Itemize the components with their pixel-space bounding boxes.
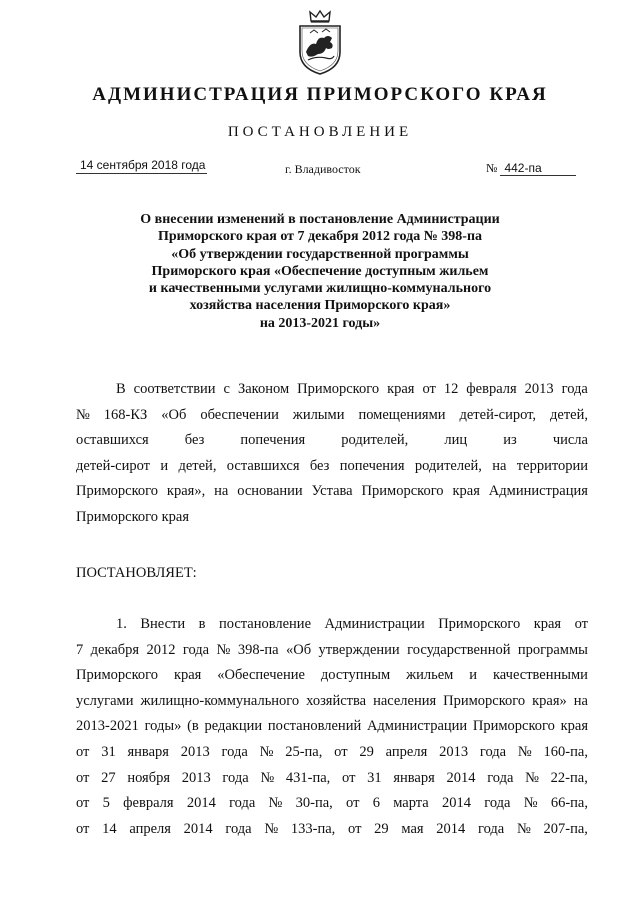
word: от: [76, 795, 90, 812]
word: от: [76, 743, 90, 760]
word: оставшихся: [226, 457, 300, 474]
word: 2013-2021: [76, 718, 139, 735]
document-city: г. Владивосток: [285, 162, 361, 176]
paragraph-line: [76, 642, 588, 668]
word: 29: [359, 743, 374, 760]
word: марта: [393, 795, 429, 812]
word: 1.: [116, 616, 127, 632]
word: 2012: [146, 641, 176, 658]
word: года: [561, 381, 588, 397]
word: попечения: [240, 432, 306, 449]
word: услугами: [76, 692, 134, 709]
document-type: ПОСТАНОВЛЕНИЕ: [227, 124, 413, 140]
word: года: [478, 820, 505, 837]
word: и: [160, 457, 169, 474]
word: населения: [373, 692, 437, 709]
word: года: [479, 743, 507, 760]
word: 22-па,: [550, 769, 588, 786]
word: В: [116, 381, 126, 397]
word: Администрация: [488, 483, 588, 500]
paragraph-line: [76, 616, 588, 642]
paragraph-line: [76, 407, 588, 433]
word: качественными: [492, 667, 588, 684]
word: края: [560, 718, 588, 735]
word: Приморского: [297, 381, 380, 397]
word: 133-па,: [290, 820, 336, 837]
word: апреля: [385, 743, 428, 760]
word: без: [184, 432, 205, 449]
word: Администрации: [366, 718, 468, 735]
word: декабря: [90, 641, 140, 658]
word: края»: [532, 692, 567, 709]
word: №: [260, 769, 275, 786]
word: края: [387, 381, 415, 397]
word: 2013: [180, 743, 210, 760]
word: из: [503, 432, 517, 449]
word: года: [229, 795, 256, 812]
word: на: [492, 457, 507, 474]
document-number: [486, 161, 576, 176]
word: основании: [237, 483, 303, 500]
word: года: [221, 743, 248, 760]
preamble-paragraph: [76, 381, 588, 535]
document-date: 14 сентября 2018 года: [76, 158, 207, 174]
title-line: на 2013-2021 годы»: [259, 315, 381, 331]
word: от: [76, 820, 90, 837]
resolves-label: ПОСТАНОВЛЯЕТ:: [76, 565, 197, 581]
word: края»,: [166, 483, 206, 500]
word: 2014: [186, 795, 216, 812]
paragraph-line: [76, 667, 588, 693]
word: 2014: [441, 795, 471, 812]
word: года: [484, 795, 511, 812]
word: края: [173, 667, 202, 684]
word: №: [268, 795, 283, 812]
word: 2014: [183, 820, 213, 837]
word: Приморского: [438, 616, 521, 632]
word: с: [223, 381, 230, 397]
word: на: [573, 692, 588, 709]
word: 29: [374, 820, 389, 837]
paragraph-line: [76, 821, 588, 847]
word: от: [422, 381, 436, 397]
word: родителей,: [414, 457, 482, 474]
word: 66-па,: [550, 795, 588, 812]
word: 7: [76, 641, 84, 658]
word: 168-КЗ: [103, 406, 148, 423]
word: на: [214, 483, 229, 500]
word: 431-па,: [285, 769, 331, 786]
line-text: Приморского края: [76, 508, 190, 525]
word: Приморского: [472, 718, 555, 735]
word: 2013: [439, 743, 469, 760]
word: годы»: [144, 718, 182, 735]
word: года: [487, 769, 514, 786]
word: доступным: [320, 667, 391, 684]
word: помещениями: [358, 406, 446, 423]
title-line: хозяйства населения Приморского края»: [189, 298, 451, 314]
title-line: О внесении изменений в постановление Администрации: [140, 212, 500, 227]
word: №: [517, 743, 532, 760]
word: (в: [187, 718, 199, 735]
word: Устава: [311, 483, 353, 500]
word: жильем: [406, 667, 454, 684]
title-line: Приморского края от 7 декабря 2012 года № 398-па: [157, 229, 483, 245]
word: 207-па,: [543, 820, 588, 837]
word: апреля: [129, 820, 171, 837]
word: №: [525, 769, 539, 786]
word: лиц: [444, 432, 468, 449]
word: года: [182, 641, 210, 658]
word: Законом: [237, 381, 290, 397]
word: обеспечении: [200, 406, 279, 423]
word: мая: [401, 820, 424, 837]
word: 5: [102, 795, 110, 812]
word: в: [198, 616, 206, 632]
word: детей-сирот,: [459, 406, 537, 423]
title-line: Приморского края «Обеспечение доступным жильем: [151, 263, 489, 279]
word: попечения: [339, 457, 405, 474]
paragraph-line: [76, 744, 588, 770]
word: и: [469, 667, 478, 684]
word: государственной: [407, 641, 511, 658]
word: 398-па: [237, 641, 279, 658]
title-line: и качественными услугами жилищно-коммунального: [148, 281, 492, 297]
word: детей,: [178, 457, 217, 474]
word: ноября: [127, 769, 171, 786]
document-title: [100, 211, 540, 332]
word: от: [76, 769, 90, 786]
organization-name: АДМИНИСТРАЦИЯ ПРИМОРСКОГО КРАЯ: [92, 84, 548, 105]
coat-of-arms-emblem: [296, 8, 344, 76]
word: 2014: [446, 769, 476, 786]
word: родителей,: [341, 432, 409, 449]
word: 2014: [436, 820, 466, 837]
word: числа: [552, 432, 588, 449]
word: «Обеспечение: [217, 667, 305, 684]
word: оставшихся: [76, 432, 149, 449]
word: территории: [516, 457, 588, 474]
word: 2013: [524, 381, 554, 397]
paragraph-line: [76, 718, 588, 744]
word: 14: [102, 820, 117, 837]
item-1-paragraph: [76, 616, 588, 846]
word: постановлений: [267, 718, 362, 735]
word: без: [309, 457, 330, 474]
paragraph-line: [76, 509, 588, 535]
word: от: [342, 769, 356, 786]
word: января: [393, 769, 435, 786]
word: от: [346, 795, 360, 812]
word: жилищно-коммунального: [140, 692, 300, 709]
word: края: [533, 616, 562, 632]
paragraph-line: [76, 458, 588, 484]
word: февраля: [466, 381, 517, 397]
word: хозяйства: [306, 692, 367, 709]
word: программы: [517, 641, 588, 658]
paragraph-line: [76, 770, 588, 796]
paragraph-line: [76, 795, 588, 821]
word: редакции: [204, 718, 263, 735]
word: 160-па,: [543, 743, 588, 760]
number-prefix: №: [486, 161, 498, 175]
paragraph-line: [76, 432, 588, 458]
word: Приморского: [361, 483, 444, 500]
word: от: [334, 743, 348, 760]
word: Внести: [140, 616, 186, 632]
paragraph-line: [76, 693, 588, 719]
word: Администрации: [324, 616, 425, 632]
word: от: [574, 616, 588, 632]
word: Приморского: [76, 667, 158, 684]
word: жилыми: [292, 406, 345, 423]
word: детей,: [550, 406, 588, 423]
word: 31: [367, 769, 382, 786]
word: №: [216, 641, 231, 658]
word: «Об: [161, 406, 187, 423]
word: №: [523, 795, 538, 812]
word: 25-па,: [285, 743, 323, 760]
word: года: [222, 769, 249, 786]
word: Приморского: [443, 692, 526, 709]
word: детей-сирот: [76, 457, 151, 474]
word: 6: [372, 795, 380, 812]
word: постановление: [218, 616, 312, 632]
word: края: [452, 483, 480, 500]
word: года: [225, 820, 252, 837]
number-value: 442-па: [500, 161, 576, 176]
word: 27: [101, 769, 116, 786]
word: января: [127, 743, 169, 760]
word: утверждении: [318, 641, 400, 658]
word: «Об: [286, 641, 312, 658]
word: №: [259, 743, 274, 760]
word: 2013: [181, 769, 211, 786]
word: от: [348, 820, 362, 837]
word: 31: [101, 743, 116, 760]
word: соответствии: [133, 381, 216, 397]
word: №: [516, 820, 531, 837]
word: 30-па,: [295, 795, 333, 812]
paragraph-line: [76, 483, 588, 509]
word: Приморского: [76, 483, 158, 500]
paragraph-line: [76, 381, 588, 407]
word: февраля: [123, 795, 174, 812]
title-line: «Об утверждении государственной программы: [171, 246, 469, 262]
word: 12: [443, 381, 459, 397]
word: №: [264, 820, 279, 837]
word: №: [76, 406, 90, 423]
